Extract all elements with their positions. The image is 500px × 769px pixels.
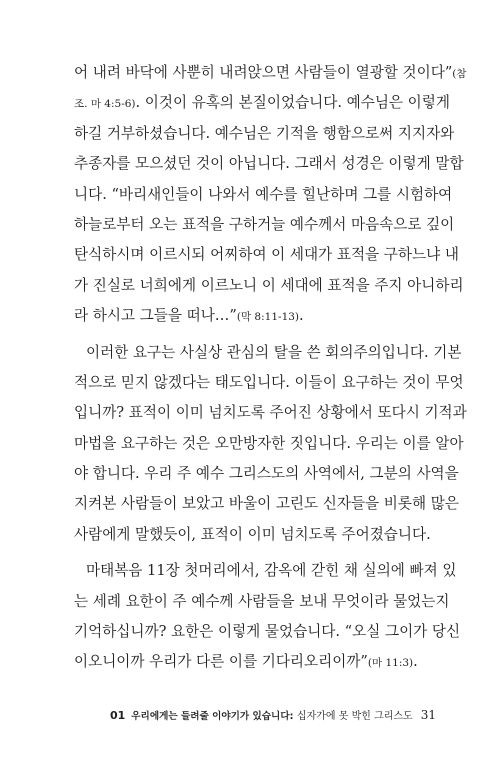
text-line (74, 58, 467, 88)
line-tail: . (299, 307, 304, 325)
scripture-reference: 조. 마 4:5-6) (74, 98, 136, 111)
text-line (74, 88, 450, 118)
paragraph (74, 338, 467, 551)
text-line (74, 149, 464, 179)
line-text: 라 하시고 그들을 떠나…” (74, 307, 237, 325)
line-text: 입니까? 표적이 이미 넘치도록 주어진 상황에서 또다시 기적과 (74, 404, 467, 422)
scripture-reference: (막 8:11-13) (236, 311, 300, 324)
line-text: 이오니이까 우리가 다른 이를 기다리오리이까” (74, 653, 368, 671)
text-line (74, 647, 436, 677)
text-line (74, 240, 459, 270)
text-line (74, 368, 464, 398)
text-line (74, 587, 450, 617)
line-text: 추종자를 모으셨던 것이 아닙니다. 그래서 성경은 이렇게 말합 (74, 155, 464, 173)
line-text: 탄식하시며 이르시되 어찌하여 이 세대가 표적을 구하느냐 내 (74, 246, 459, 264)
line-text: 니다. “바리새인들이 나와서 예수를 힐난하며 그를 시험하여 (74, 185, 453, 203)
page-number: 31 (420, 708, 436, 722)
text-line (74, 301, 436, 331)
paragraph (74, 58, 467, 332)
line-text: 지켜본 사람들이 보았고 바울이 고린도 신자들을 비롯해 많은 (74, 495, 459, 513)
line-tail: . (413, 653, 418, 671)
text-line (74, 180, 453, 210)
text-line (74, 429, 464, 459)
text-line (74, 210, 455, 240)
scripture-reference: (참 (452, 68, 467, 80)
chapter-number: 01 (109, 709, 126, 722)
line-text: 기억하십니까? 요한은 이렇게 물었습니다. “오실 그이가 당신 (74, 623, 461, 641)
line-text: 사람에게 말했듯이, 표적이 이미 넘치도록 주어졌습니다. (74, 525, 431, 543)
line-text: 야 합니다. 우리 주 예수 그리스도의 사역에서, 그분의 사역을 (74, 465, 459, 483)
running-footer (74, 705, 436, 725)
line-text: 적으로 믿지 않겠다는 태도입니다. 이들이 요구하는 것이 무엇 (74, 373, 464, 391)
text-line (74, 459, 459, 489)
text-line (74, 617, 461, 647)
paragraph (74, 556, 461, 678)
text-line (74, 119, 455, 149)
line-text: . 이것이 유혹의 본질이었습니다. 예수님은 이렇게 (135, 94, 450, 112)
line-text: 하늘로부터 오는 표적을 구하거늘 예수께서 마음속으로 깊이 (74, 215, 455, 233)
line-text: 마법을 요구하는 것은 오만방자한 짓입니다. 우리는 이를 알아 (74, 434, 464, 452)
text-line (74, 271, 464, 301)
text-line (74, 489, 459, 519)
text-line (74, 338, 462, 368)
line-text: 이러한 요구는 사실상 관심의 탈을 쓴 회의주의입니다. 기본 (86, 343, 462, 361)
chapter-title: 우리에게는 들려줄 이야기가 있습니다: (131, 711, 294, 722)
chapter-subtitle: 십자가에 못 박힌 그리스도 (296, 711, 413, 722)
text-line (74, 520, 436, 550)
text-line (74, 556, 457, 586)
line-text: 마태복음 11장 첫머리에서, 감옥에 갇힌 채 실의에 빠져 있 (86, 562, 457, 580)
line-text: 는 세례 요한이 주 예수께 사람들을 보내 무엇이라 물었는지 (74, 592, 450, 610)
line-text: 어 내려 바닥에 사뿐히 내려앉으면 사람들이 열광할 것이다” (74, 64, 453, 81)
text-line (74, 398, 467, 428)
line-text: 가 진실로 너희에게 이르노니 이 세대에 표적을 주지 아니하리 (74, 276, 464, 294)
scripture-reference: (마 11:3) (367, 657, 414, 670)
body-text (74, 58, 467, 678)
line-text: 하길 거부하셨습니다. 예수님은 기적을 행함으로써 지지자와 (74, 124, 455, 142)
